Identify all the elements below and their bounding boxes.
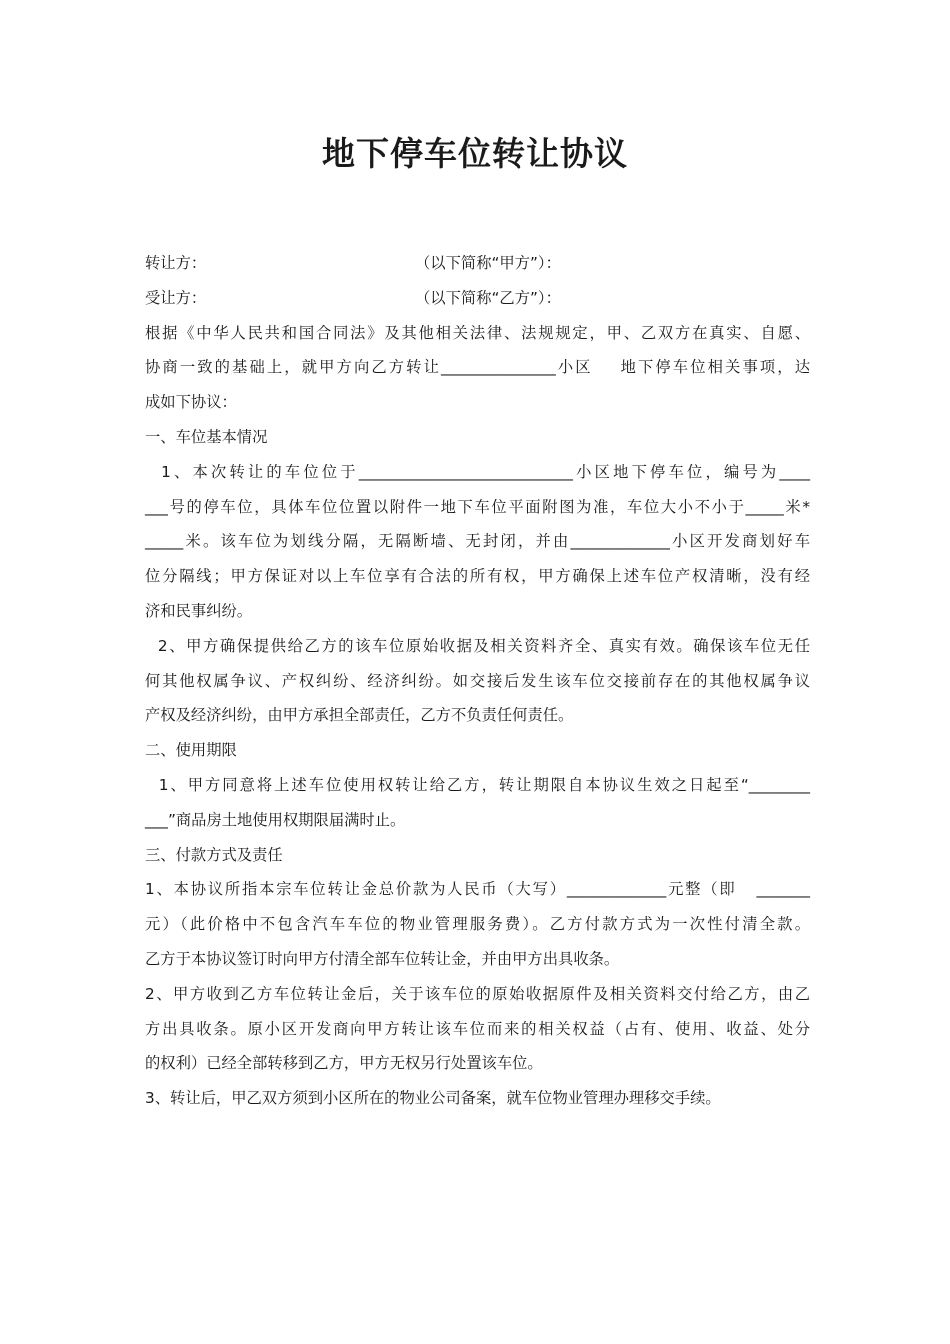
text-line: 方出具收条。原小区开发商向甲方转让该车位而来的相关权益（占有、使用、收益、处分 [145,1019,810,1038]
section-heading: 一、车位基本情况 [145,427,268,446]
text-line: 的权利）已经全部转移到乙方，甲方无权另行处置该车位。 [145,1054,543,1073]
text-line: 成如下协议： [145,393,237,412]
section-heading: 二、使用期限 [145,741,237,760]
text-line: 1、本次转让的车位位于____________________________小区地下停车位，编号为____ [145,462,810,481]
text-line: 产权及经济纠纷，由甲方承担全部责任，乙方不负责任何责任。 [145,706,574,725]
text-line: 1、甲方同意将上述车位使用权转让给乙方，转让期限自本协议生效之日起至“________ [145,775,810,794]
document-title: 地下停车位转让协议 [322,134,628,173]
transferor-label: 转让方： [145,254,207,272]
text-line: _____米。该车位为划线分隔，无隔断墙、无封闭，并由_____________小区开发商划好车 [145,532,810,551]
text-line: 根据《中华人民共和国合同法》及其他相关法律、法规规定，甲、乙双方在真实、自愿、 [145,323,810,342]
section-heading: 三、付款方式及责任 [145,845,283,864]
transferee-label: 受让方： [145,288,207,307]
transferor-alias: （以下简称“甲方”）： [415,254,561,272]
transferor-line [145,246,810,281]
text-line: 乙方于本协议签订时向甲方付清全部车位转让金，并由甲方出具收条。 [145,949,620,968]
text-line: 位分隔线；甲方保证对以上车位享有合法的所有权，甲方确保上述车位产权清晰，没有经 [145,567,810,586]
text-line: 3、转让后，甲乙双方须到小区所在的物业公司备案，就车位物业管理办理移交手续。 [145,1089,721,1108]
text-line: ___”商品房土地使用权期限届满时止。 [145,810,406,829]
text-line: 济和民事纠纷。 [145,601,253,620]
document-body [145,246,810,1116]
text-line: ___号的停车位，具体车位位置以附件一地下车位平面附图为准，车位大小不小于_____米* [145,497,810,516]
text-line: 2、甲方确保提供给乙方的该车位原始收据及相关资料齐全、真实有效。确保该车位无任 [145,636,810,655]
text-line: 协商一致的基础上，就甲方向乙方转让_______________小区 地下停车位相关事项，达 [145,358,810,377]
text-line: 何其他权属争议、产权纠纷、经济纠纷。如交接后发生该车位交接前存在的其他权属争议 [145,671,810,690]
text-line: 2、甲方收到乙方车位转让金后，关于该车位的原始收据原件及相关资料交付给乙方，由乙 [145,984,810,1003]
transferee-alias: （以下简称“乙方”）： [415,288,561,307]
transferee-line [145,281,810,316]
text-line: 元）（此价格中不包含汽车车位的物业管理服务费）。乙方付款方式为一次性付清全款。 [145,915,810,934]
text-line: 1、本协议所指本宗车位转让金总价款为人民币（大写）_____________元整（即 _______ [145,880,810,899]
